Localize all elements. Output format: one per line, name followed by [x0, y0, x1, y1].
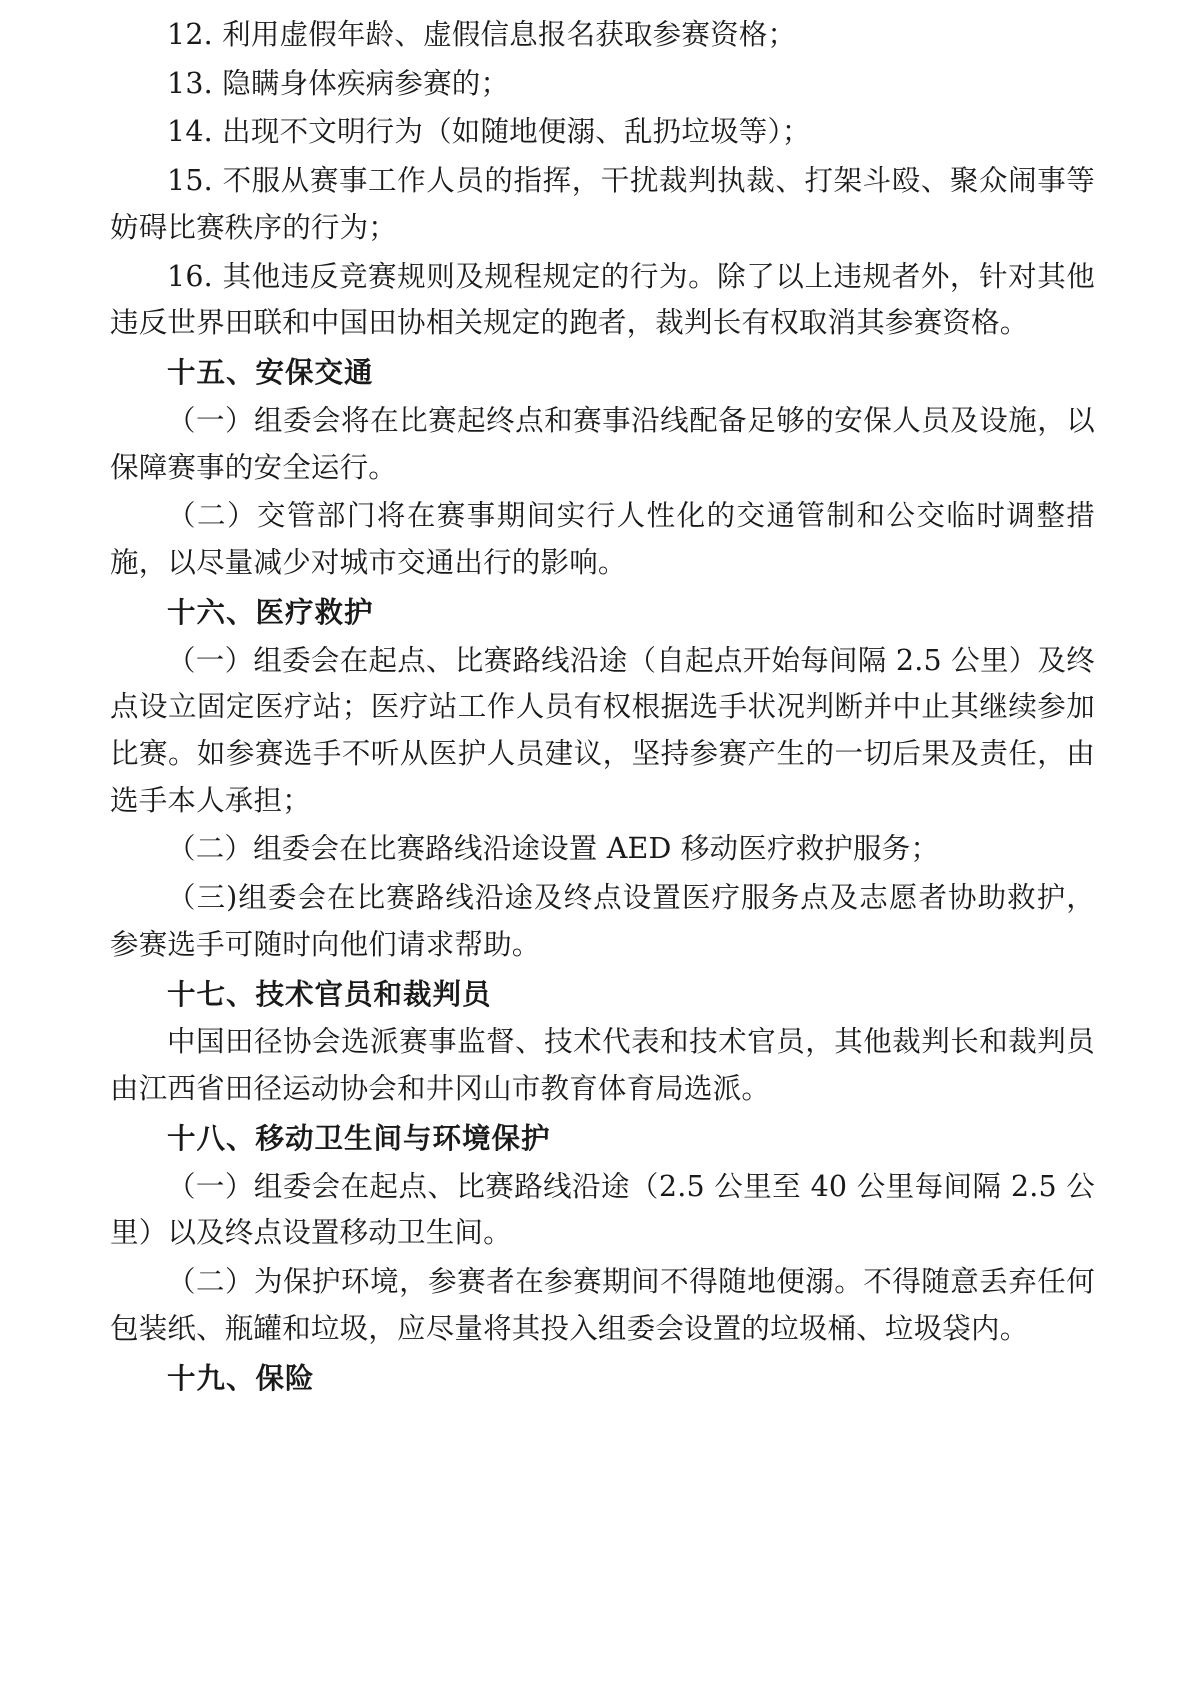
- section-heading-toilets-environment: 十八、移动卫生间与环境保护: [167, 1120, 551, 1155]
- section-heading-insurance: 十九、保险: [167, 1360, 315, 1395]
- paragraph: （二）交管部门将在赛事期间实行人性化的交通管制和公交临时调整措施，以尽量减少对城市交通出行的影响。: [110, 499, 1095, 580]
- paragraph: （三)组委会在比赛路线沿途及终点设置医疗服务点及志愿者协助救护，参赛选手可随时向他们请求帮助。: [110, 881, 1095, 961]
- list-item: 13. 隐瞒身体疾病参赛的；: [167, 66, 510, 100]
- paragraph: 中国田径协会选派赛事监督、技术代表和技术官员，其他裁判长和裁判员由江西省田径运动协会和井冈山市教育体育局选派。: [110, 1025, 1095, 1106]
- paragraph: （一）组委会在起点、比赛路线沿途（2.5 公里至 40 公里每间隔 2.5 公里）以及终点设置移动卫生间。: [110, 1169, 1095, 1250]
- paragraph: （二）组委会在比赛路线沿途设置 AED 移动医疗救护服务；: [167, 832, 940, 866]
- list-item: 16. 其他违反竞赛规则及规程规定的行为。除了以上违规者外，针对其他违反世界田联和中国田协相关规定的跑者，裁判长有权取消其参赛资格。: [110, 259, 1095, 340]
- document-body: [110, 12, 1095, 1401]
- section-heading-technical-officials: 十七、技术官员和裁判员: [167, 976, 492, 1011]
- section-heading-security-traffic: 十五、安保交通: [167, 355, 374, 390]
- list-item: 14. 出现不文明行为（如随地便溺、乱扔垃圾等）；: [167, 115, 811, 149]
- paragraph: （一）组委会将在比赛起终点和赛事沿线配备足够的安保人员及设施，以保障赛事的安全运行。: [110, 403, 1095, 484]
- list-item: 15. 不服从赛事工作人员的指挥，干扰裁判执裁、打架斗殴、聚众闹事等妨碍比赛秩序的行为；: [110, 164, 1095, 244]
- list-item: 12. 利用虚假年龄、虚假信息报名获取参赛资格；: [167, 18, 797, 51]
- paragraph: （二）为保护环境，参赛者在参赛期间不得随地便溺。不得随意丢弃任何包装纸、瓶罐和垃圾，应尽量将其投入组委会设置的垃圾桶、垃圾袋内。: [110, 1265, 1095, 1345]
- section-heading-medical-aid: 十六、医疗救护: [167, 594, 374, 629]
- paragraph: （一）组委会在起点、比赛路线沿途（自起点开始每间隔 2.5 公里）及终点设立固定医疗站；医疗站工作人员有权根据选手状况判断并中止其继续参加比赛。如参赛选手不听从医护人员建议，坚持参赛产生的一切后果及责任，由选手本人承担；: [110, 643, 1095, 817]
